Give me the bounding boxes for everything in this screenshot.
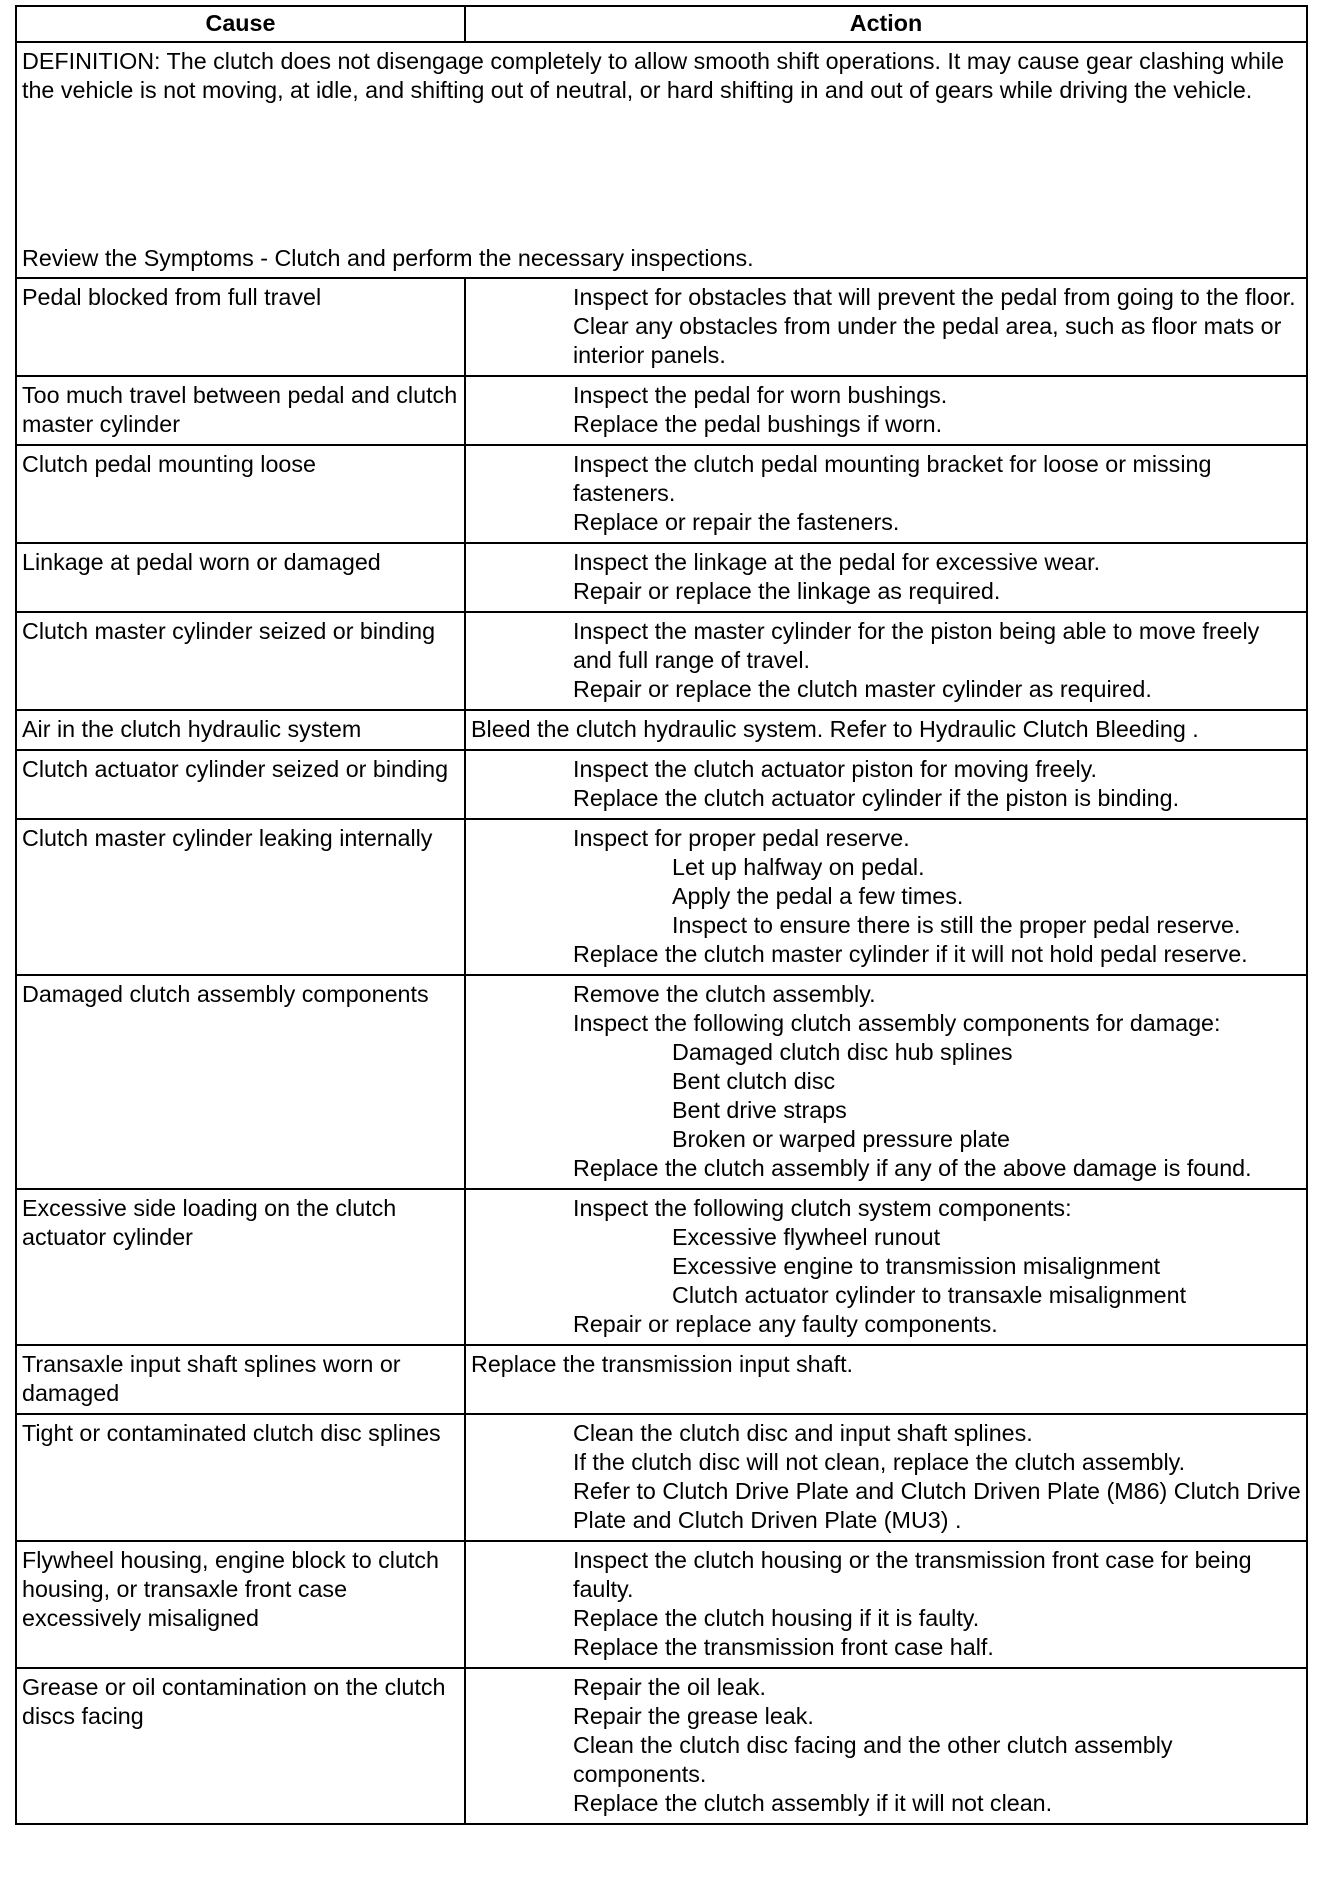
- header-row: [16, 6, 1307, 42]
- cause-cell: Damaged clutch assembly components: [16, 975, 465, 1189]
- cause-cell: Clutch actuator cylinder seized or binding: [16, 750, 465, 819]
- action-step: Replace the transmission front case half.: [573, 1634, 994, 1660]
- action-step: Replace the clutch housing if it is faulty.: [573, 1605, 980, 1631]
- cause-cell: Clutch master cylinder seized or binding: [16, 612, 465, 710]
- cause-cell: Flywheel housing, engine block to clutch housing, or transaxle front case excessively misaligned: [16, 1541, 465, 1668]
- diagnostic-table: [15, 5, 1308, 1825]
- table-row: [16, 278, 1307, 376]
- action-step: Inspect the linkage at the pedal for excessive wear.: [573, 549, 1101, 575]
- table-row: [16, 819, 1307, 975]
- action-step: Repair the oil leak.: [573, 1674, 766, 1700]
- table-row: [16, 710, 1307, 750]
- cause-cell: Clutch pedal mounting loose: [16, 445, 465, 543]
- action-step: Inspect the pedal for worn bushings.: [573, 382, 948, 408]
- action-cell: [465, 1189, 1307, 1345]
- action-cell: [465, 750, 1307, 819]
- action-step: Bent drive straps: [672, 1097, 847, 1123]
- action-cell: [465, 1414, 1307, 1541]
- cause-cell: Clutch master cylinder leaking internally: [16, 819, 465, 975]
- action-cell: [465, 445, 1307, 543]
- cause-cell: Grease or oil contamination on the clutch discs facing: [16, 1668, 465, 1824]
- action-step: Clutch actuator cylinder to transaxle misalignment: [672, 1282, 1187, 1308]
- action-step: Inspect for proper pedal reserve.: [573, 825, 910, 851]
- table-row: [16, 612, 1307, 710]
- action-step: Clean the clutch disc facing and the other clutch assembly components.: [573, 1732, 1173, 1787]
- table-row: [16, 1668, 1307, 1824]
- action-cell: [465, 612, 1307, 710]
- table-row: [16, 1541, 1307, 1668]
- action-step: Clear any obstacles from under the pedal area, such as floor mats or interior panels.: [573, 313, 1282, 368]
- action-step: Replace the pedal bushings if worn.: [573, 411, 943, 437]
- table-row: [16, 1189, 1307, 1345]
- action-step: Inspect the clutch housing or the transmission front case for being faulty.: [573, 1547, 1252, 1602]
- action-step: Broken or warped pressure plate: [672, 1126, 1010, 1152]
- action-step: Replace the clutch actuator cylinder if the piston is binding.: [573, 785, 1180, 811]
- action-step: Bleed the clutch hydraulic system. Refer to Hydraulic Clutch Bleeding .: [471, 716, 1199, 742]
- table-row: [16, 975, 1307, 1189]
- action-step: Remove the clutch assembly.: [573, 981, 876, 1007]
- action-step: Excessive engine to transmission misalignment: [672, 1253, 1161, 1279]
- cause-cell: Linkage at pedal worn or damaged: [16, 543, 465, 612]
- action-step: Refer to Clutch Drive Plate and Clutch Driven Plate (M86) Clutch Drive Plate and Clutch Driven Plate (MU3) .: [573, 1478, 1301, 1533]
- action-step: Repair or replace the clutch master cylinder as required.: [573, 676, 1152, 702]
- cause-cell: Transaxle input shaft splines worn or damaged: [16, 1345, 465, 1414]
- cause-cell: Tight or contaminated clutch disc splines: [16, 1414, 465, 1541]
- action-step: Repair or replace any faulty components.: [573, 1311, 998, 1337]
- action-cell: [465, 376, 1307, 445]
- action-step: Inspect for obstacles that will prevent the pedal from going to the floor.: [573, 284, 1296, 310]
- action-cell: [465, 278, 1307, 376]
- definition-review: Review the Symptoms - Clutch and perform the necessary inspections.: [22, 245, 754, 271]
- action-step: Apply the pedal a few times.: [672, 883, 964, 909]
- action-step: Inspect to ensure there is still the proper pedal reserve.: [672, 912, 1241, 938]
- cause-header: Cause: [16, 6, 465, 42]
- table-row: [16, 376, 1307, 445]
- definition-cell: [16, 42, 1307, 278]
- action-step: Replace or repair the fasteners.: [573, 509, 900, 535]
- action-step: Inspect the following clutch system components:: [573, 1195, 1072, 1221]
- action-step: Inspect the clutch actuator piston for moving freely.: [573, 756, 1098, 782]
- action-step: Replace the clutch assembly if any of the above damage is found.: [573, 1155, 1252, 1181]
- cause-cell: Air in the clutch hydraulic system: [16, 710, 465, 750]
- action-step: Excessive flywheel runout: [672, 1224, 941, 1250]
- cause-cell: Pedal blocked from full travel: [16, 278, 465, 376]
- table-row: [16, 445, 1307, 543]
- table-body: [16, 42, 1307, 1824]
- action-cell: [465, 819, 1307, 975]
- action-step: Let up halfway on pedal.: [672, 854, 925, 880]
- action-step: Bent clutch disc: [672, 1068, 836, 1094]
- action-cell: [465, 1668, 1307, 1824]
- action-step: Replace the clutch assembly if it will not clean.: [573, 1790, 1053, 1816]
- action-step: Damaged clutch disc hub splines: [672, 1039, 1013, 1065]
- action-cell: [465, 543, 1307, 612]
- action-step: Inspect the following clutch assembly components for damage:: [573, 1010, 1221, 1036]
- action-step: Inspect the master cylinder for the piston being able to move freely and full range of travel.: [573, 618, 1260, 673]
- action-header: Action: [465, 6, 1307, 42]
- action-cell: [465, 975, 1307, 1189]
- cause-cell: Excessive side loading on the clutch actuator cylinder: [16, 1189, 465, 1345]
- table-row: [16, 750, 1307, 819]
- action-step: Replace the clutch master cylinder if it will not hold pedal reserve.: [573, 941, 1248, 967]
- table-row: [16, 543, 1307, 612]
- action-step: Repair the grease leak.: [573, 1703, 814, 1729]
- action-cell: [465, 1541, 1307, 1668]
- action-step: If the clutch disc will not clean, replace the clutch assembly.: [573, 1449, 1186, 1475]
- action-step: Inspect the clutch pedal mounting bracket for loose or missing fasteners.: [573, 451, 1212, 506]
- action-step: Replace the transmission input shaft.: [471, 1351, 854, 1377]
- action-cell: [465, 710, 1307, 750]
- definition-row: [16, 42, 1307, 278]
- table-row: [16, 1345, 1307, 1414]
- action-step: Repair or replace the linkage as required.: [573, 578, 1001, 604]
- definition-text: DEFINITION: The clutch does not disengage completely to allow smooth shift operations. It may cause gear clashing while the vehicle is not moving, at idle, and shifting out of neutral, or hard shifting in and out of gears while driving the vehicle.: [22, 48, 1285, 103]
- table-row: [16, 1414, 1307, 1541]
- action-step: Clean the clutch disc and input shaft splines.: [573, 1420, 1033, 1446]
- cause-cell: Too much travel between pedal and clutch master cylinder: [16, 376, 465, 445]
- action-cell: [465, 1345, 1307, 1414]
